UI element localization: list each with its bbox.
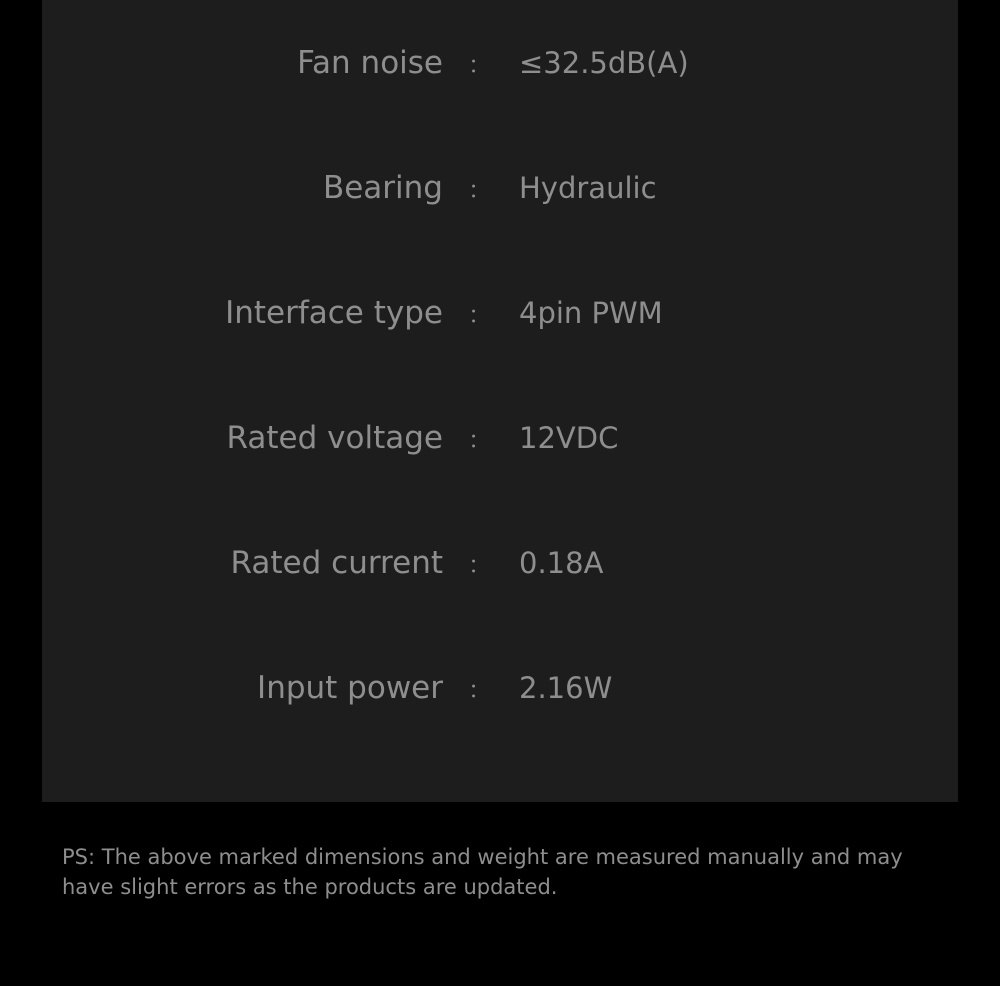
- spec-label: Bearing: [322, 169, 443, 206]
- table-row: [42, 250, 958, 375]
- specification-table: [42, 0, 958, 750]
- spec-separator: ：: [468, 51, 492, 79]
- table-row: [42, 500, 958, 625]
- spec-value: 4pin PWM: [519, 295, 663, 330]
- table-row: [42, 625, 958, 750]
- spec-label: Interface type: [225, 294, 443, 331]
- spec-separator: ：: [468, 176, 492, 204]
- spec-label: Rated current: [230, 544, 443, 581]
- spec-value: Hydraulic: [519, 170, 657, 205]
- spec-value: 2.16W: [519, 670, 613, 705]
- spec-label: Input power: [257, 669, 443, 706]
- table-row: [42, 0, 958, 125]
- spec-value: 12VDC: [519, 420, 619, 455]
- spec-separator: ：: [468, 551, 492, 579]
- disclaimer-note: PS: The above marked dimensions and weight are measured manually and may have slight errors as the products are updated.: [62, 845, 903, 899]
- spec-separator: ：: [468, 676, 492, 704]
- spec-value: 0.18A: [519, 545, 604, 580]
- spec-separator: ：: [468, 426, 492, 454]
- spec-label: Fan noise: [297, 44, 443, 81]
- table-row: [42, 125, 958, 250]
- specification-panel: [42, 0, 958, 802]
- spec-value: ≤32.5dB(A): [519, 45, 689, 80]
- spec-separator: ：: [468, 301, 492, 329]
- spec-label: Rated voltage: [226, 419, 443, 456]
- table-row: [42, 375, 958, 500]
